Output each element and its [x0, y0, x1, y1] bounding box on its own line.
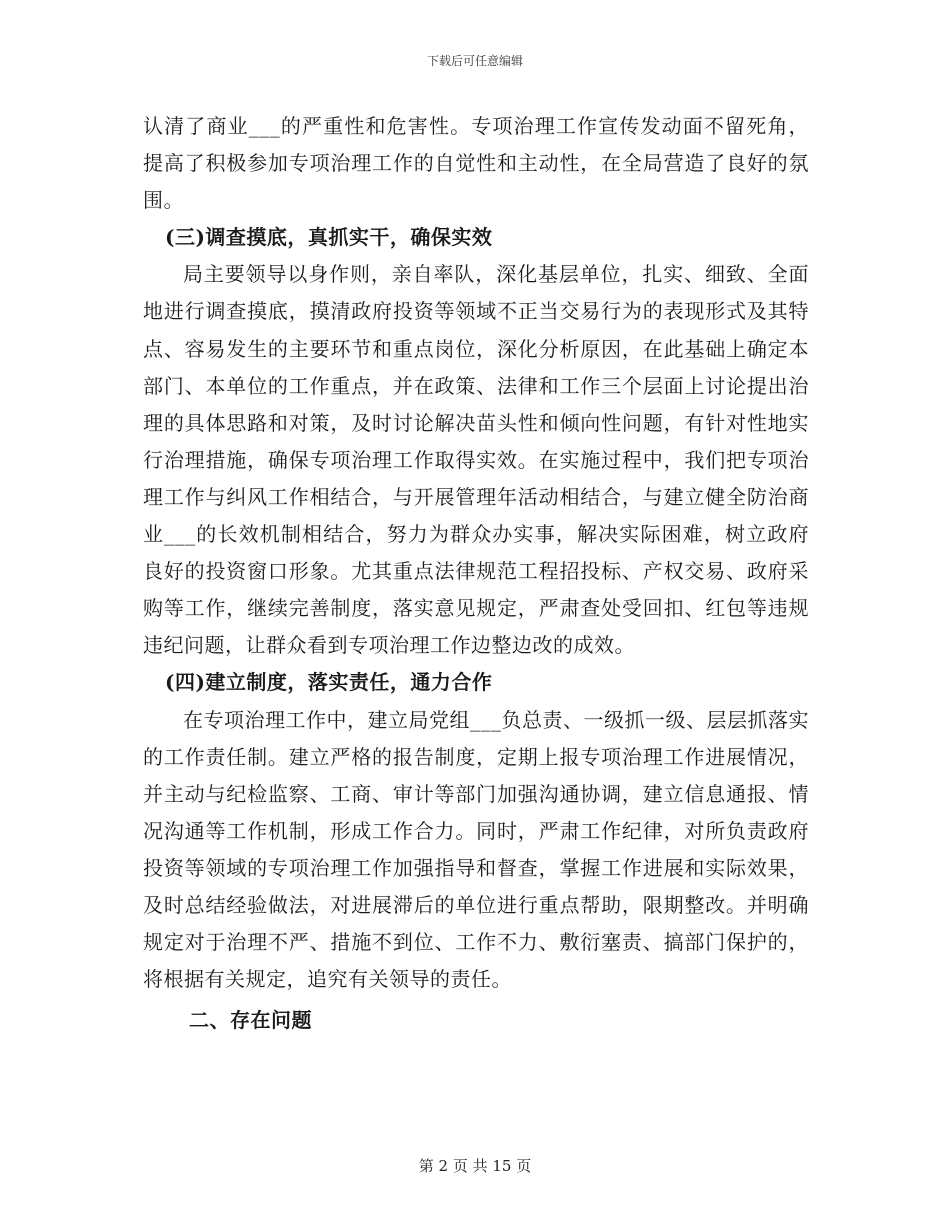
- paragraph-section-3: 局主要领导以身作则，亲自率队，深化基层单位，扎实、细致、全面地进行调查摸底，摸清政府投资等领域不正当交易行为的表现形式及其特点、容易发生的主要环节和重点岗位，深化分析原因，在此基础上确定本部门、本单位的工作重点，并在政策、法律和工作三个层面上讨论提出治理的具体思路和对策，及时讨论解决苗头性和倾向性问题，有针对性地实行治理措施，确保专项治理工作取得实效。在实施过程中，我们把专项治理工作与纠风工作相结合，与开展管理年活动相结合，与建立健全防治商业___的长效机制相结合，努力为群众办实事，解决实际困难，树立政府良好的投资窗口形象。尤其重点法律规范工程招投标、产权交易、政府采购等工作，继续完善制度，落实意见规定，严肃查处受回扣、红包等违规违纪问题，让群众看到专项治理工作边整边改的成效。: [143, 262, 809, 658]
- document-body: [143, 108, 809, 1039]
- heading-section-4: (四)建立制度，落实责任，通力合作: [165, 670, 493, 695]
- page-header: 下载后可任意编辑: [426, 54, 523, 68]
- page-footer: 第 2 页 共 15 页: [418, 1157, 532, 1175]
- paragraph-section-4: 在专项治理工作中，建立局党组___负总责、一级抓一级、层层抓落实的工作责任制。建立严格的报告制度，定期上报专项治理工作进展情况，并主动与纪检监察、工商、审计等部门加强沟通协调，建立信息通报、情况沟通等工作机制，形成工作合力。同时，严肃工作纪律，对所负责政府投资等领域的专项治理工作加强指导和督查，掌握工作进展和实际效果，及时总结经验做法，对进展滞后的单位进行重点帮助，限期整改。并明确规定对于治理不严、措施不到位、工作不力、敷衍塞责、搞部门保护的，将根据有关规定，追究有关领导的责任。: [143, 707, 809, 992]
- heading-section-3: (三)调查摸底，真抓实干，确保实效: [165, 225, 493, 250]
- paragraph-continued: 认清了商业___的严重性和危害性。专项治理工作宣传发动面不留死角，提高了积极参加专项治理工作的自觉性和主动性，在全局营造了良好的氛围。: [143, 114, 809, 213]
- heading-problems: 二、存在问题: [189, 1008, 312, 1033]
